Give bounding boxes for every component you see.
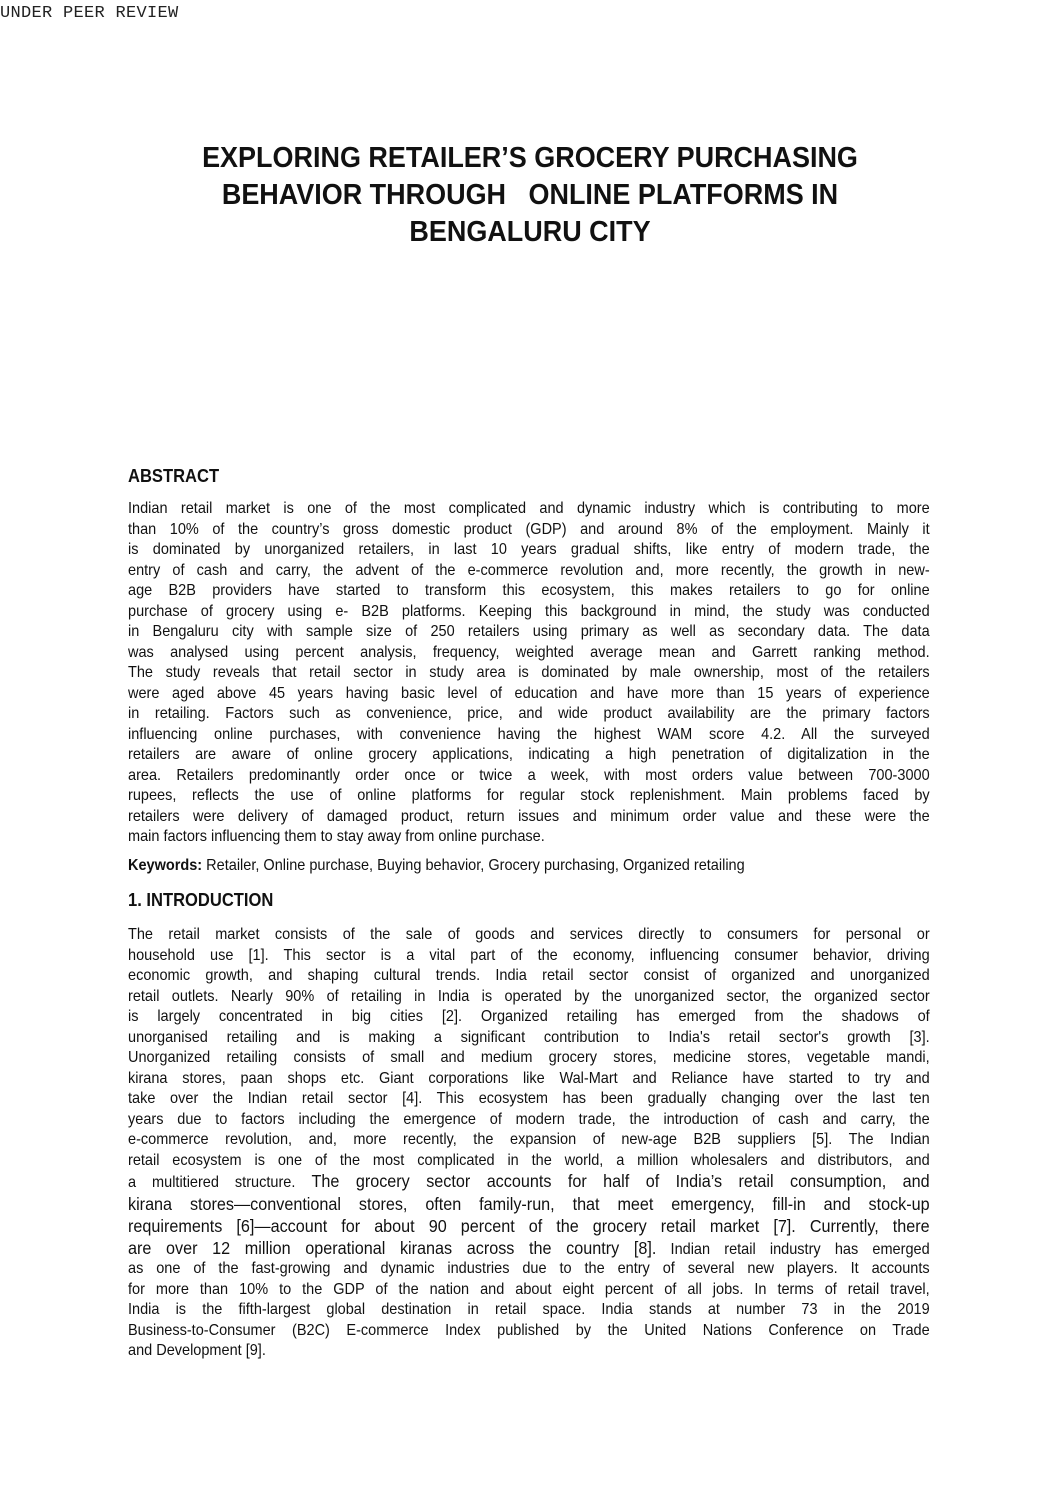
intro-line: Business-to-Consumer (B2C) E-commerce Index published by the United Nations Conference on Trade (128, 1321, 930, 1339)
abstract-body (128, 499, 930, 848)
keywords (128, 857, 745, 875)
intro-line: and Development [9]. (128, 1342, 266, 1359)
under-peer-review-watermark: UNDER PEER REVIEW (0, 4, 179, 23)
intro-line: is largely concentrated in big cities [2]. Organized retailing has emerged from the shadows of (128, 1008, 930, 1025)
introduction-heading: 1. INTRODUCTION (128, 890, 274, 910)
keywords-label: Keywords: (128, 857, 203, 874)
intro-line: requirements [6]—account for about 90 percent of the grocery retail market [7]. Currently, there (128, 1216, 930, 1236)
intro-line: retail ecosystem is one of the most complicated in the world, a million wholesalers and distributors, and (128, 1151, 930, 1169)
intro-text-large: The grocery sector accounts for half of India’s retail consumption, and (295, 1171, 930, 1191)
abstract-line: rupees, reflects the use of online platforms for regular stock replenishment. Main problems faced by (128, 787, 930, 804)
abstract-line: The study reveals that retail sector in study area is dominated by male ownership, most of the retailers (128, 664, 930, 681)
intro-line: as one of the fast-growing and dynamic industries due to the entry of several new players. It accounts (128, 1260, 930, 1277)
introduction-body (128, 925, 930, 1362)
intro-line (128, 1171, 930, 1193)
intro-line: kirana stores, paan shops etc. Giant corporations like Wal-Mart and Reliance have started to try and (128, 1069, 930, 1087)
abstract-line: age B2B providers have started to transform this ecosystem, this makes retailers to go for online (128, 582, 930, 599)
abstract-line: purchase of grocery using e- B2B platforms. Keeping this background in mind, the study was conducted (128, 602, 930, 620)
intro-text: Indian retail industry has emerged (656, 1240, 930, 1258)
intro-line: The retail market consists of the sale of goods and services directly to consumers for personal or (128, 926, 930, 943)
intro-line: India is the fifth-largest global destination in retail space. India stands at number 73 in the 2019 (128, 1301, 930, 1318)
abstract-line: entry of cash and carry, the advent of the e-commerce revolution and, more recently, the growth in new- (128, 561, 930, 579)
abstract-line: area. Retailers predominantly order once or twice a week, with most orders value between 700-3000 (128, 766, 930, 784)
intro-line: take over the Indian retail sector [4]. This ecosystem has been gradually changing over the last ten (128, 1090, 930, 1107)
intro-line: kirana stores—conventional stores, often family-run, that meet emergency, fill-in and stock-up (128, 1193, 930, 1214)
intro-text-large: are over 12 million operational kiranas across the country [8]. (128, 1237, 657, 1258)
abstract-line: main factors influencing them to stay away from online purchase. (128, 828, 545, 845)
abstract-line: was analysed using percent analysis, frequency, weighted average mean and Garrett ranking method. (128, 643, 930, 661)
abstract-line: in Bengaluru city with sample size of 250 retailers using primary as well as secondary data. The data (128, 623, 930, 640)
abstract-line: Indian retail market is one of the most complicated and dynamic industry which is contributing to more (128, 500, 930, 517)
abstract-line: than 10% of the country’s gross domestic product (GDP) and around 8% of the employment. Mainly it (128, 520, 930, 538)
intro-line: household use [1]. This sector is a vital part of the economy, influencing consumer behavior, driving (128, 946, 930, 964)
abstract-line: retailers are aware of online grocery applications, indicating a high penetration of digitalization in the (128, 746, 930, 763)
abstract-line: were aged above 45 years having basic level of education and have more than 15 years of experience (128, 684, 930, 702)
intro-line: for more than 10% to the GDP of the nation and about eight percent of all jobs. In terms of retail travel, (128, 1280, 930, 1298)
title-line: BEHAVIOR THROUGH ONLINE PLATFORMS IN (221, 179, 839, 211)
intro-line: e-commerce revolution, and, more recently, the expansion of new-age B2B suppliers [5]. The Indian (128, 1131, 930, 1148)
keywords-value: Retailer, Online purchase, Buying behavior, Grocery purchasing, Organized retailing (202, 857, 745, 874)
title-line: EXPLORING RETAILER’S GROCERY PURCHASING (202, 142, 858, 174)
intro-line: retail outlets. Nearly 90% of retailing in India is operated by the unorganized sector, the organized sector (128, 987, 930, 1005)
intro-line: unorganised retailing and is making a significant contribution to India's retail sector's growth [3]. (128, 1028, 930, 1046)
abstract-line: influencing online purchases, with convenience having the highest WAM score 4.2. All the surveyed (128, 725, 930, 743)
intro-line: Unorganized retailing consists of small and medium grocery stores, medicine stores, vegetable mandi, (128, 1049, 930, 1066)
intro-line (128, 1238, 930, 1260)
intro-line: years due to factors including the emergence of modern trade, the introduction of cash and carry, the (128, 1110, 930, 1128)
intro-line: economic growth, and shaping cultural trends. India retail sector consist of organized and unorganized (128, 967, 930, 984)
paper-title (139, 140, 920, 251)
abstract-heading: ABSTRACT (128, 466, 220, 486)
abstract-line: in retailing. Factors such as convenience, price, and wide product availability are the primary factors (128, 705, 930, 722)
title-line: BENGALURU CITY (409, 216, 651, 248)
intro-text: a multitiered structure. (128, 1174, 296, 1191)
abstract-line: retailers were delivery of damaged product, return issues and minimum order value and these were the (128, 807, 930, 825)
abstract-line: is dominated by unorganized retailers, in last 10 years gradual shifts, like entry of modern trade, the (128, 541, 930, 558)
